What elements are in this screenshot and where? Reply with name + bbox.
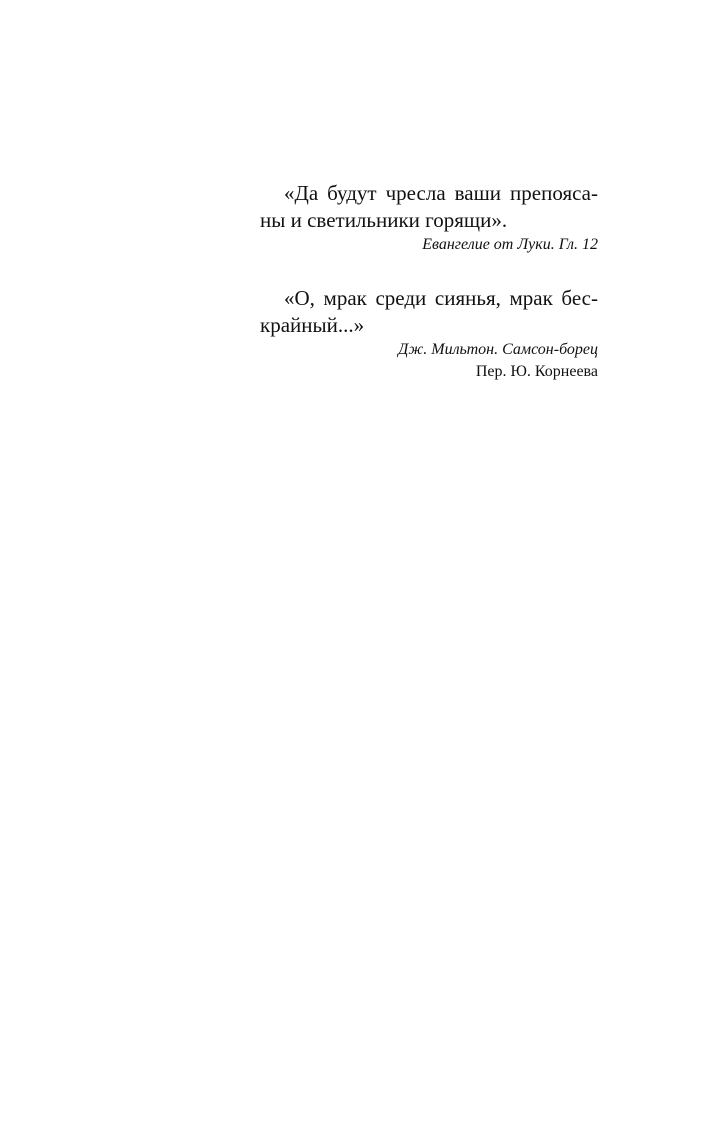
epigraph-quote-line: «О, мрак среди сиянья, мрак бес- [284, 286, 598, 310]
epigraph-gospel [260, 180, 598, 256]
epigraph-quote-line: крайный...» [260, 313, 365, 337]
epigraph-translator-credit: Пер. Ю. Корнеева [475, 363, 598, 380]
epigraph-quote-line: «Да будут чресла ваши препояса- [284, 181, 598, 205]
epigraph-attribution: Евангелие от Луки. Гл. 12 [422, 236, 598, 253]
epigraph-attribution: Дж. Мильтон. Самсон-борец [398, 341, 598, 358]
epigraph-quote-line: ны и светильники горящи». [260, 208, 508, 232]
epigraph-milton [260, 285, 598, 383]
